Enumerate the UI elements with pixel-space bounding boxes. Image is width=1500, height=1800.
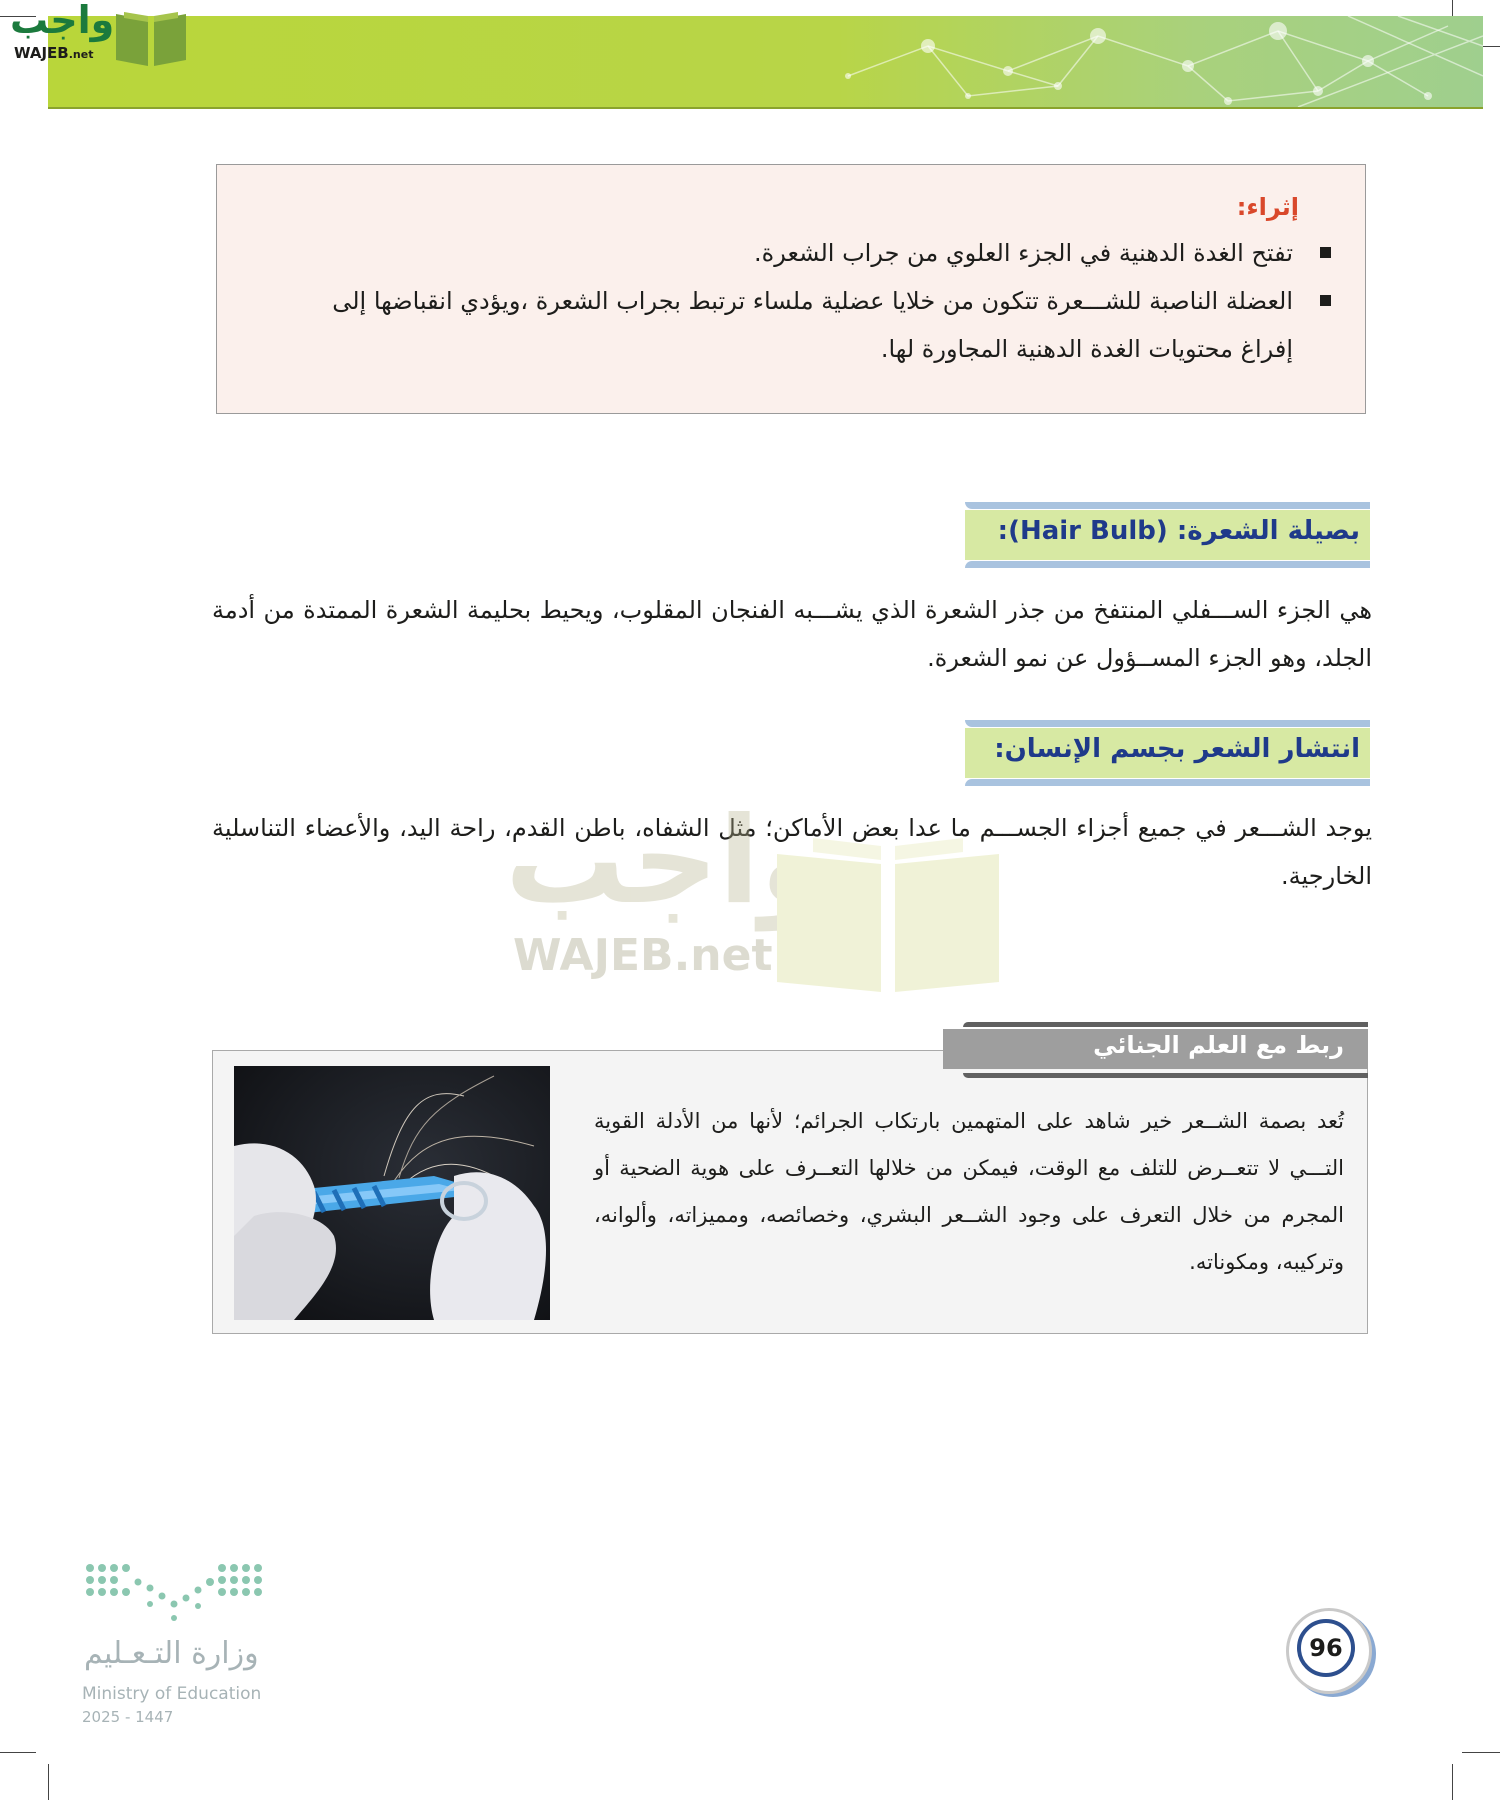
crop-mark <box>0 1752 36 1753</box>
crop-mark <box>1452 1764 1453 1800</box>
hair-evidence-photo <box>234 1066 550 1320</box>
logo-english: WAJEB.net <box>14 44 94 62</box>
ministry-name-arabic: وزارة التـعـليم <box>84 1636 259 1671</box>
enrichment-box <box>216 164 1366 414</box>
ministry-name-english: Ministry of Education <box>82 1684 262 1704</box>
section-heading-distribution <box>965 720 1370 786</box>
square-bullet-icon <box>1320 247 1331 258</box>
forensic-heading-label: ربط مع العلم الجنائي <box>1093 1031 1344 1059</box>
header-band <box>48 16 1483 109</box>
dots-logo-icon <box>82 1560 272 1630</box>
book-icon <box>773 834 1003 994</box>
wajeb-watermark <box>505 792 1005 992</box>
page-number: 96 <box>1297 1619 1355 1677</box>
watermark-arabic: واجب <box>505 792 835 931</box>
page-number-badge <box>1286 1608 1372 1694</box>
ministry-of-education-logo <box>82 1560 272 1730</box>
wajeb-logo <box>8 0 188 66</box>
network-pattern <box>48 16 1483 107</box>
section-heading-label: بصيلة الشعرة: (Hair Bulb): <box>997 516 1360 546</box>
forensic-paragraph: تُعد بصمة الشــعر خير شاهد على المتهمين بارتكاب الجرائم؛ لأنها من الأدلة القوية التـــي لا تتعــرض للتلف مع الوقت، فيمكن من خلالها التعــرف على هوية الضحية أو المجرم من خلال التعرف على وجود الشــعر البشري، وخصائصه، ومميزاته، وألوانه، وتركيبه، ومكوناته. <box>594 1109 1344 1274</box>
academic-year: 2025 - 1447 <box>82 1708 174 1726</box>
section-heading-label: انتشار الشعر بجسم الإنسان: <box>994 734 1360 764</box>
watermark-english: WAJEB.net <box>513 930 773 981</box>
square-bullet-icon <box>1320 295 1331 306</box>
tweezers-hair-illustration <box>234 1066 550 1320</box>
enrichment-item: تفتح الغدة الدهنية في الجزء العلوي من جراب الشعرة. <box>283 229 1293 277</box>
section-heading-hair-bulb <box>965 502 1370 568</box>
enrichment-title: إثراء: <box>1236 193 1299 221</box>
distribution-paragraph: يوجد الشـــعر في جميع أجزاء الجســـم ما عدا بعض الأماكن؛ مثل الشفاه، باطن القدم، راحة اليد، والأعضاء التناسلية الخارجية. <box>212 814 1372 890</box>
hair-bulb-paragraph: هي الجزء الســـفلي المنتفخ من جذر الشعرة الذي يشـــبه الفنجان المقلوب، ويحيط بحليمة الشعرة الممتدة من أدمة الجلد، وهو الجزء المســؤول عن نمو الشعرة. <box>212 596 1372 672</box>
crop-mark <box>48 1764 49 1800</box>
crop-mark <box>1462 1752 1500 1753</box>
book-icon <box>112 8 190 68</box>
enrichment-item: العضلة الناصبة للشـــعرة تتكون من خلايا عضلية ملساء ترتبط بجراب الشعرة ،ويؤدي انقباضها إلى إفراغ محتويات الغدة الدهنية المجاورة لها. <box>283 277 1293 373</box>
logo-arabic: واجب <box>10 0 115 42</box>
forensic-heading-tab <box>943 1022 1368 1078</box>
